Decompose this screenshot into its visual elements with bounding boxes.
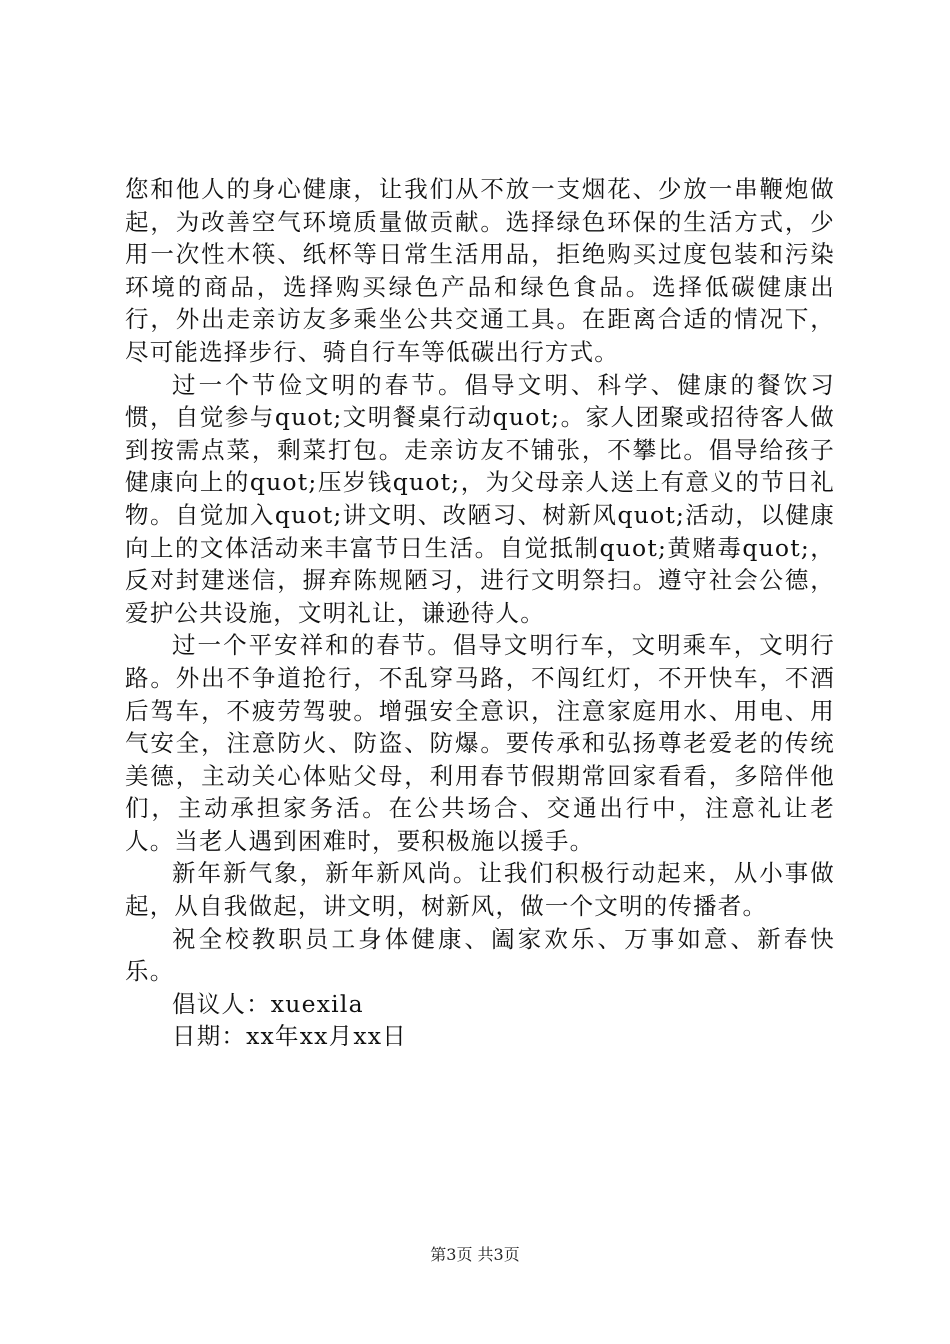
initiator-line: 倡议人：xuexila	[172, 989, 364, 1018]
document-body	[125, 173, 835, 1053]
page-number: 第3页 共3页	[430, 1245, 520, 1264]
date-line: 日期：xx年xx月xx日	[172, 1022, 407, 1051]
paragraph-new-year: 新年新气象，新年新风尚。让我们积极行动起来，从小事做起，从自我做起，讲文明，树新风，做一个文明的传播者。	[125, 859, 835, 921]
paragraph-safe-festival: 过一个平安祥和的春节。倡导文明行车，文明乘车，文明行路。外出不争道抢行，不乱穿马路，不闯红灯，不开快车，不酒后驾车，不疲劳驾驶。增强安全意识，注意家庭用水、用电、用气安全，注意防火、防盗、防爆。要传承和弘扬尊老爱老的传统美德，主动关心体贴父母，利用春节假期常回家看看，多陪伴他们，主动承担家务活。在公共场合、交通出行中，注意礼让老人。当老人遇到困难时，要积极施以援手。	[125, 631, 835, 855]
page-footer	[0, 1245, 950, 1265]
paragraph-environment: 您和他人的身心健康，让我们从不放一支烟花、少放一串鞭炮做起，为改善空气环境质量做贡献。选择绿色环保的生活方式，少用一次性木筷、纸杯等日常生活用品，拒绝购买过度包装和污染环境的商品，选择购买绿色产品和绿色食品。选择低碳健康出行，外出走亲访友多乘坐公共交通工具。在距离合适的情况下，尽可能选择步行、骑自行车等低碳出行方式。	[125, 175, 835, 366]
paragraph-frugal-festival: 过一个节俭文明的春节。倡导文明、科学、健康的餐饮习惯，自觉参与quot;文明餐桌行动quot;。家人团聚或招待客人做到按需点菜，剩菜打包。走亲访友不铺张，不攀比。倡导给孩子健康向上的quot;压岁钱quot;，为父母亲人送上有意义的节日礼物。自觉加入quot;讲文明、改陋习、树新风quot;活动，以健康向上的文体活动来丰富节日生活。自觉抵制quot;黄赌毒quot;，反对封建迷信，摒弃陈规陋习，进行文明祭扫。遵守社会公德，爱护公共设施，文明礼让，谦逊待人。	[125, 370, 835, 627]
paragraph-greeting: 祝全校教职员工身体健康、阖家欢乐、万事如意、新春快乐。	[125, 924, 835, 986]
